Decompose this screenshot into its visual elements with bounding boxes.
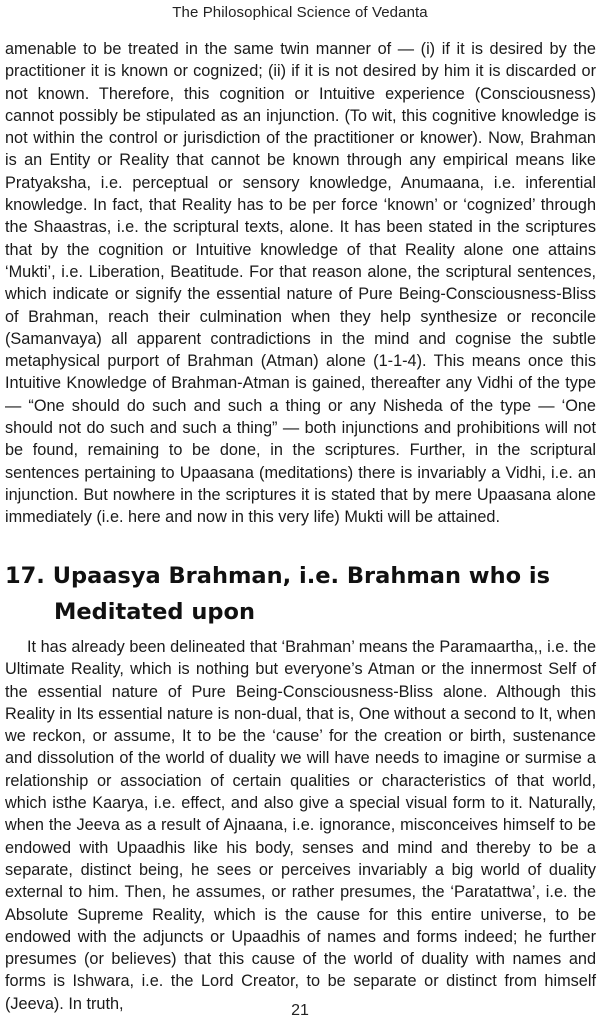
section-heading-line-2: Meditated upon bbox=[54, 599, 255, 625]
body-paragraph: It has already been delineated that ‘Brahman’ means the Paramaartha,, i.e. the Ultimate Reality, which is nothing but everyone’s Atman or the innermost Self of the essential nature of Pure Being-Consciousness-Bliss alone. Although this Reality in Its essential nature is non-dual, that is, One without a second to It, when we reckon, or assume, It to be the ‘cause’ for the creation or birth, sustenance and dissolution of the world of duality we will have needs to imagine or surmise a relationship or association of certain qualities or characteristics of that world, which isthe Kaarya, i.e. effect, and also give a special visual form to it. Naturally, when the Jeeva as a result of Ajnaana, i.e. ignorance, misconceives himself to be endowed with Upaadhis like his body, senses and mind and thereby to be a separate, distinct being, he sees or perceives invariably a big world of duality external to him. Then, he assumes, or rather presumes, the ‘Paratattwa’, i.e. the Absolute Supreme Reality, which is the cause for this entire universe, to be endowed with the adjuncts or Upaadhis of names and forms indeed; he further presumes (or believes) that this cause of the world of duality with names and forms is Ishwara, i.e. the Lord Creator, to be separate or distinct from himself (Jeeva). In truth, bbox=[5, 638, 596, 1013]
section-heading bbox=[5, 558, 595, 630]
running-header: The Philosophical Science of Vedanta bbox=[172, 4, 428, 21]
body-paragraph-continued: amenable to be treated in the same twin manner of — (i) if it is desired by the practitioner it is known or cognized; (ii) if it is not desired by him it is discarded or not known. Therefore, this cognition or Intuitive experience (Consciousness) cannot possibly be stipulated as an injunction. (To wit, this cognitive knowledge is not within the control or jurisdiction of the practitioner or knower). Now, Brahman is an Entity or Reality that cannot be known through any empirical means like Pratyaksha, i.e. perceptual or sensory knowledge, Anumaana, i.e. inferential knowledge. In fact, that Reality has to be per force ‘known’ or ‘cognized’ through the Shaastras, i.e. the scriptural texts, alone. It has been stated in the scriptures that by the cognition or Intuitive knowledge of that Reality alone one attains ‘Mukti’, i.e. Liberation, Beatitude. For that reason alone, the scriptural sentences, which indicate or signify the essential nature of Pure Being-Consciousness-Bliss of Brahman, reach their culmination when they help synthesize or reconcile (Samanvaya) all apparent contradictions in the mind and cognise the subtle metaphysical purport of Brahman (Atman) alone (1-1-4). This means once this Intuitive Knowledge of Brahman-Atman is gained, thereafter any Vidhi of the type — “One should do such and such a thing or any Nisheda of the type — ‘One should not do such and such a thing” — both injunctions and prohibitions will not be found, remaining to be done, in the scriptures. Further, in the scriptural sentences pertaining to Upaasana (meditations) there is invariably a Vidhi, i.e. an injunction. But nowhere in the scriptures it is stated that by mere Upaasana alone immediately (i.e. here and now in this very life) Mukti will be attained. bbox=[5, 40, 596, 527]
page-number: 21 bbox=[291, 1002, 309, 1019]
section-heading-line-1: 17. Upaasya Brahman, i.e. Brahman who is bbox=[5, 563, 551, 589]
